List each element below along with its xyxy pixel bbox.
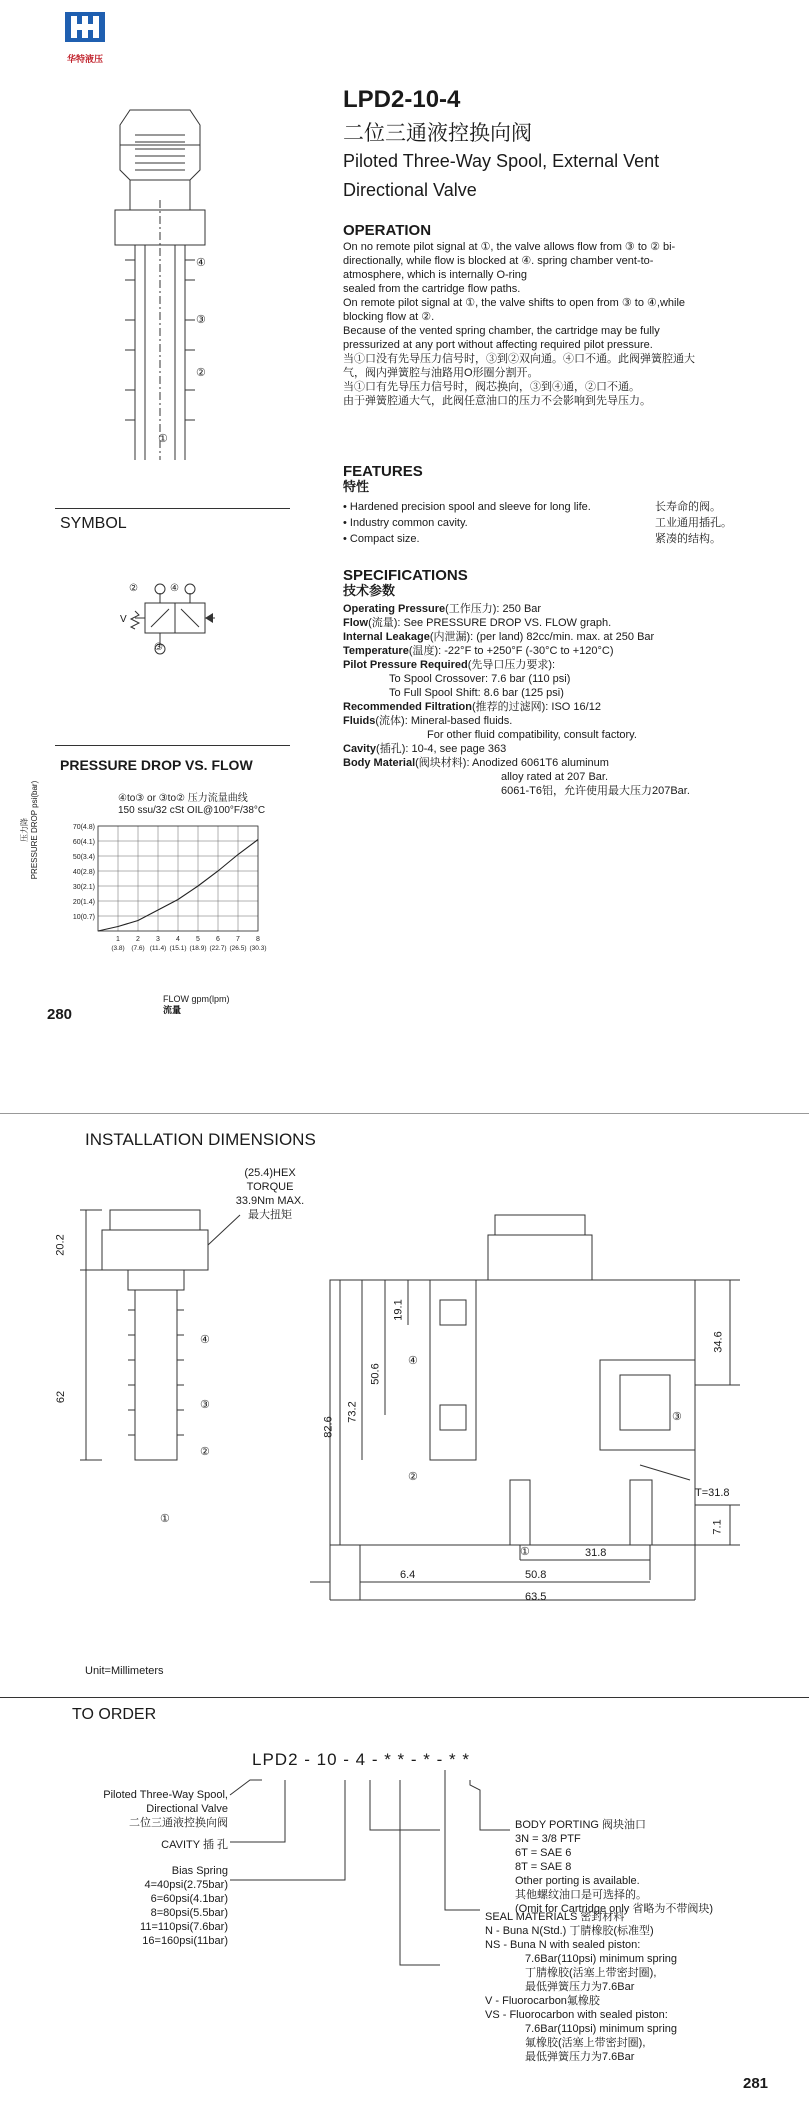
- order-left-line: 4=40psi(2.75bar): [144, 1879, 228, 1891]
- logo-text: 华特液压: [66, 54, 103, 64]
- porting-line: 8T = SAE 8: [515, 1861, 572, 1873]
- spec-label: Fluids: [343, 715, 376, 727]
- spec-label: Flow: [343, 617, 369, 629]
- spec-label: Cavity: [343, 743, 377, 755]
- install-port-4-left: ④: [200, 1334, 210, 1346]
- chart-y-tick-label: 50(3.4): [72, 854, 95, 861]
- page-number-right: 281: [743, 2075, 769, 2092]
- spec-value: : 250 Bar: [496, 603, 542, 615]
- spec-label-cn: (先导口压力要求): [467, 659, 553, 671]
- chart-subtitle-1: ④to③ or ③to② 压力流量曲线: [118, 793, 248, 804]
- features-heading-cn: 特性: [343, 479, 370, 494]
- chart-y-tick-label: 40(2.8): [72, 869, 95, 876]
- install-port-3-left: ③: [200, 1399, 210, 1411]
- chart-x-tick-sublabel: (30.3): [249, 945, 267, 952]
- symbol-port-v: V: [120, 614, 127, 625]
- pressure-drop-chart: [40, 818, 310, 993]
- chart-y-tick-label: 20(1.4): [72, 899, 95, 906]
- spec-value: alloy rated at 207 Bar.: [501, 771, 609, 783]
- install-port-4-right: ④: [408, 1355, 418, 1367]
- spec-label-cn: (工作压力): [445, 603, 497, 615]
- specifications-heading: SPECIFICATIONS: [343, 567, 468, 584]
- dim-34-6: 34.6: [712, 1331, 725, 1353]
- operation-line: On no remote pilot signal at ①, the valve allows flow from ③ to ② bi-: [343, 241, 676, 253]
- feature-item: • Compact size. 紧凑的结构。: [343, 533, 721, 545]
- pilot-arrow-icon: [205, 613, 213, 623]
- seal-line: V - Fluorocarbon氟橡胶: [485, 1995, 600, 2007]
- order-divider: [0, 1697, 809, 1698]
- spec-label-cn: (流体): [375, 715, 405, 727]
- spec-row: [343, 756, 783, 770]
- order-left-line: Directional Valve: [146, 1803, 228, 1815]
- dim-7-1: 7.1: [711, 1519, 724, 1535]
- install-port-2-right: ②: [408, 1471, 418, 1483]
- spec-row: [343, 658, 783, 672]
- spec-value: : See PRESSURE DROP VS. FLOW graph.: [397, 617, 612, 629]
- spec-label-cn: (流量): [368, 617, 398, 629]
- installation-heading: INSTALLATION DIMENSIONS: [85, 1130, 316, 1149]
- operation-line: atmosphere, which is internally O-ring: [343, 269, 528, 281]
- order-code: LPD2 - 10 - 4 - * * - * - * *: [252, 1750, 470, 1769]
- spec-row: [343, 714, 783, 728]
- chart-x-tick-sublabel: (7.6): [131, 945, 145, 952]
- chart-y-tick-label: 60(4.1): [72, 839, 95, 846]
- order-left-line: CAVITY 插 孔: [161, 1839, 228, 1851]
- hydraulic-symbol: [115, 583, 225, 663]
- drawing-port-1: ①: [158, 433, 168, 445]
- spec-value: : Mineral-based fluids.: [404, 715, 513, 727]
- dim-6-4: 6.4: [400, 1569, 416, 1581]
- dim-50-6: 50.6: [369, 1363, 382, 1385]
- specifications-list: [343, 602, 783, 798]
- order-seals: [485, 1910, 785, 2064]
- spec-label-cn: (温度): [408, 645, 439, 657]
- operation-heading: OPERATION: [343, 222, 432, 239]
- order-left-line: 11=110psi(7.6bar): [140, 1921, 228, 1933]
- spec-row: [343, 700, 783, 714]
- porting-line: Other porting is available.: [515, 1875, 640, 1887]
- order-left-line: 16=160psi(11bar): [142, 1935, 228, 1947]
- product-name-cn: 二位三通液控换向阀: [343, 122, 532, 145]
- order-left-text: [60, 1788, 228, 1948]
- product-code: LPD2-10-4: [343, 86, 461, 113]
- spec-row: [343, 672, 783, 686]
- page-number-left: 280: [47, 1006, 73, 1023]
- order-left-line: 8=80psi(5.5bar): [150, 1907, 228, 1919]
- seal-line: N - Buna N(Std.) 丁腈橡胶(标准型): [485, 1925, 654, 1937]
- operation-line: 由于弹簧腔通大气，此阀任意油口的压力不会影响到先导压力。: [343, 395, 651, 407]
- chart-xlabel: FLOW gpm(lpm): [163, 994, 230, 1004]
- chart-x-tick-label: 4: [176, 936, 180, 943]
- spec-label: Pilot Pressure Required: [343, 659, 468, 671]
- symbol-divider: [55, 508, 290, 509]
- dim-62: 62: [55, 1390, 68, 1404]
- seal-line: 丁腈橡胶(活塞上带密封圈),: [525, 1967, 657, 1979]
- operation-line: pressurized at any port without affecting required pilot pressure.: [343, 339, 653, 351]
- specifications-heading-cn: 技术参数: [343, 583, 396, 598]
- spec-value: To Full Spool Shift: 8.6 bar (125 psi): [389, 687, 564, 699]
- porting-line: 6T = SAE 6: [515, 1847, 572, 1859]
- spec-row: [343, 602, 783, 616]
- spec-row: [343, 742, 783, 756]
- unit-note: Unit=Millimeters: [85, 1665, 164, 1677]
- dim-50-8: 50.8: [525, 1569, 547, 1581]
- seal-line: VS - Fluorocarbon with sealed piston:: [485, 2009, 668, 2021]
- product-name-en-1: Piloted Three-Way Spool, External Vent: [343, 151, 660, 171]
- features-list: [343, 500, 783, 548]
- feature-item: • Hardened precision spool and sleeve for long life. 长寿命的阀。: [343, 501, 721, 513]
- chart-subtitle-2: 150 ssu/32 cSt OIL@100°F/38°C: [118, 805, 266, 816]
- logo: [55, 10, 115, 64]
- dim-20-2: 20.2: [54, 1234, 67, 1256]
- spec-label: Operating Pressure: [343, 603, 446, 615]
- spec-value: To Spool Crossover: 7.6 bar (110 psi): [389, 673, 571, 685]
- spec-value: : -22°F to +250°F (-30°C to +120°C): [438, 645, 614, 657]
- porting-line: BODY PORTING 阀块油口: [515, 1819, 647, 1831]
- dim-19-1: 19.1: [392, 1299, 405, 1321]
- chart-x-tick-label: 5: [196, 936, 200, 943]
- order-left-line: Bias Spring: [171, 1865, 228, 1877]
- spec-value: 6061-T6铝，允许使用最大压力207Bar.: [501, 785, 690, 797]
- spec-row: [343, 630, 783, 644]
- chart-x-tick-sublabel: (3.8): [111, 945, 125, 952]
- chart-x-tick-sublabel: (26.5): [229, 945, 247, 952]
- chart-x-tick-label: 1: [116, 936, 120, 943]
- spec-value: : Anodized 6061T6 aluminum: [466, 757, 609, 769]
- operation-line: 当①口有先导压力信号时，阀芯换向，③到④通，②口不通。: [343, 381, 640, 393]
- spec-row: [343, 616, 783, 630]
- dim-t-31-8: T=31.8: [695, 1487, 730, 1499]
- cartridge-section-drawing: [85, 100, 225, 460]
- logo-mark-icon: [55, 10, 115, 46]
- chart-y-tick-label: 70(4.8): [72, 824, 95, 831]
- spec-row: [343, 644, 783, 658]
- dim-31-8: 31.8: [585, 1547, 607, 1559]
- operation-line: sealed from the cartridge flow paths.: [343, 283, 521, 295]
- hex-note-line: 33.9Nm MAX.: [235, 1195, 305, 1207]
- install-port-3-right: ③: [672, 1411, 682, 1423]
- chart-ylabel-cn: 压力降: [20, 818, 29, 842]
- spec-label-cn: (内泄漏): [429, 631, 471, 643]
- seal-line: 最低弹簧压力为7.6Bar: [525, 2051, 635, 2063]
- chart-x-tick-sublabel: (22.7): [209, 945, 227, 952]
- order-left-line: Piloted Three-Way Spool,: [103, 1789, 228, 1801]
- operation-line: directionally, while flow is blocked at ④. spring chamber vent-to-: [343, 255, 654, 267]
- order-porting: [515, 1818, 775, 1916]
- spec-label: Recommended Filtration: [343, 701, 472, 713]
- spec-label: Temperature: [343, 645, 409, 657]
- spec-row: [343, 784, 783, 798]
- spec-label-cn: (阀块材料): [415, 757, 467, 769]
- order-left-line: 二位三通液控换向阀: [129, 1817, 228, 1829]
- drawing-port-3: ③: [196, 314, 206, 326]
- seal-line: 氟橡胶(活塞上带密封圈),: [525, 2037, 646, 2049]
- spec-label: Internal Leakage: [343, 631, 430, 643]
- operation-line: On remote pilot signal at ①, the valve shifts to open from ③ to ④,while: [343, 297, 686, 309]
- operation-line: 当①口没有先导压力信号时，③到②双向通。④口不通。此阀弹簧腔通大: [343, 353, 695, 365]
- feature-item: • Industry common cavity. 工业通用插孔。: [343, 517, 732, 529]
- chart-divider: [55, 745, 290, 746]
- hex-note: [230, 1166, 310, 1222]
- chart-x-tick-label: 3: [156, 936, 160, 943]
- hex-note-line: 最大扭矩: [248, 1209, 292, 1221]
- chart-x-tick-sublabel: (18.9): [189, 945, 207, 952]
- operation-text: [343, 240, 783, 408]
- seal-line: 最低弹簧压力为7.6Bar: [525, 1981, 635, 1993]
- symbol-port-3: ③: [154, 642, 163, 653]
- spec-label: Body Material: [343, 757, 416, 769]
- features-heading: FEATURES: [343, 463, 423, 480]
- chart-x-tick-label: 6: [216, 936, 220, 943]
- seal-line: 7.6Bar(110psi) minimum spring: [525, 2023, 678, 2035]
- seal-line: 7.6Bar(110psi) minimum spring: [525, 1953, 678, 1965]
- chart-x-tick-label: 8: [256, 936, 260, 943]
- hex-note-line: (25.4)HEX: [244, 1167, 296, 1179]
- spec-label-cn: (推荐的过滤网): [471, 701, 546, 713]
- seal-line: NS - Buna N with sealed piston:: [485, 1939, 641, 1951]
- operation-line: blocking flow at ②.: [343, 311, 435, 323]
- symbol-heading: SYMBOL: [60, 515, 127, 532]
- spec-row: [343, 686, 783, 700]
- spec-value: : (per land) 82cc/min. max. at 250 Bar: [470, 631, 655, 643]
- chart-x-tick-label: 2: [136, 936, 140, 943]
- spec-label-cn: (插孔): [376, 743, 406, 755]
- chart-x-tick-label: 7: [236, 936, 240, 943]
- chart-heading: PRESSURE DROP VS. FLOW: [60, 757, 253, 773]
- dim-63-5: 63.5: [525, 1591, 547, 1603]
- spec-value: :: [552, 659, 556, 671]
- porting-line: (Omit for Cartridge only 省略为不带阀块): [515, 1903, 714, 1915]
- porting-line: 3N = 3/8 PTF: [515, 1833, 581, 1845]
- product-name-en-2: Directional Valve: [343, 180, 477, 200]
- install-port-1-right: ①: [520, 1546, 530, 1558]
- dim-73-2: 73.2: [346, 1401, 359, 1423]
- spec-row: [343, 728, 783, 742]
- spec-row: [343, 770, 783, 784]
- symbol-port-4: ④: [170, 583, 179, 594]
- seal-line: SEAL MATERIALS 密封材料: [485, 1911, 625, 1923]
- drawing-port-4: ④: [196, 257, 206, 269]
- chart-ylabel: [20, 680, 44, 880]
- porting-line: 其他螺纹油口是可选择的。: [515, 1889, 647, 1901]
- chart-x-tick-sublabel: (15.1): [169, 945, 187, 952]
- install-port-2-left: ②: [200, 1446, 210, 1458]
- page-separator: [0, 1113, 809, 1114]
- operation-line: Because of the vented spring chamber, the cartridge may be fully: [343, 325, 660, 337]
- install-port-1-left: ①: [160, 1513, 170, 1525]
- chart-y-tick-label: 10(0.7): [72, 914, 95, 921]
- symbol-port-2: ②: [129, 583, 138, 594]
- spec-value: : ISO 16/12: [545, 701, 601, 713]
- chart-ylabel-en: PRESSURE DROP psi(bar): [30, 780, 39, 880]
- spec-value: : 10-4, see page 363: [405, 743, 507, 755]
- spec-value: For other fluid compatibility, consult factory.: [427, 729, 637, 741]
- order-left-line: 6=60psi(4.1bar): [150, 1893, 228, 1905]
- hex-note-line: TORQUE: [246, 1181, 294, 1193]
- drawing-port-2: ②: [196, 367, 206, 379]
- chart-y-tick-label: 30(2.1): [72, 884, 95, 891]
- chart-x-tick-sublabel: (11.4): [149, 945, 167, 952]
- order-heading: TO ORDER: [72, 1706, 157, 1723]
- dim-82-6: 82.6: [322, 1416, 335, 1438]
- operation-line: 气，阀内弹簧腔与油路用O形圈分割开。: [343, 367, 539, 379]
- chart-xlabel-cn: 流量: [163, 1005, 182, 1015]
